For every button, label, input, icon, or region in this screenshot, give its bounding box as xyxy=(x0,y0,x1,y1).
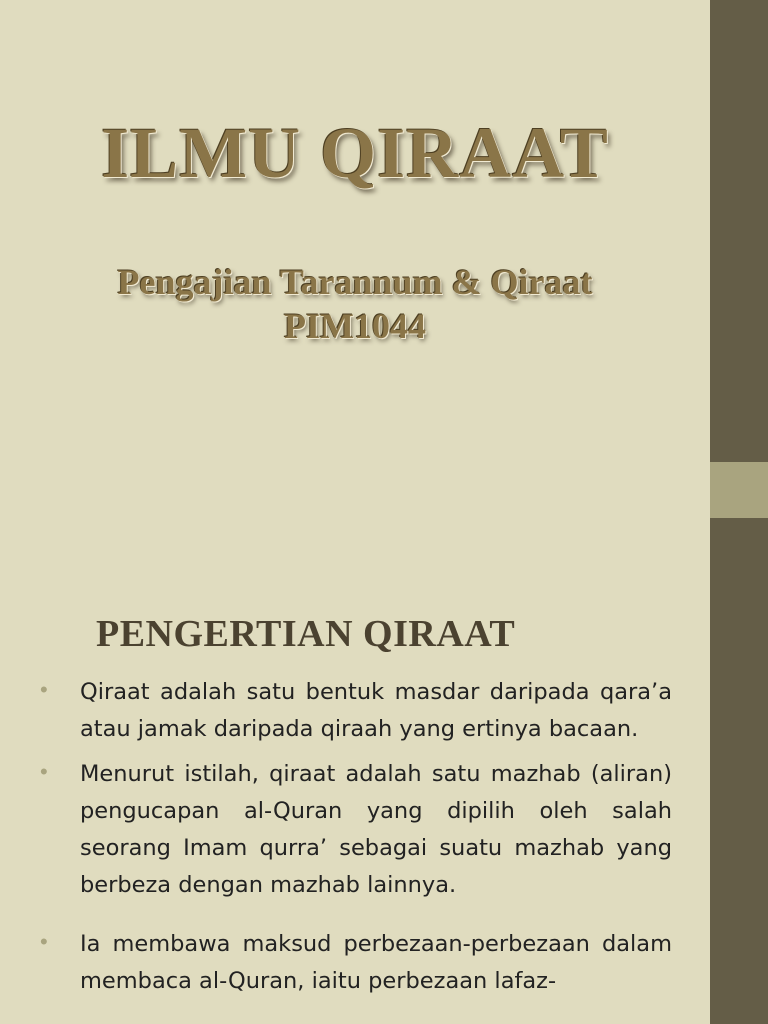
subtitle-course-code: PIM1044 xyxy=(284,306,426,346)
bullet-text: Qiraat adalah satu bentuk masdar daripada qara’a atau jamak daripada qiraah yang ertinya bacaan. xyxy=(80,679,672,742)
bullet-icon: • xyxy=(40,759,48,784)
bullet-text: Menurut istilah, qiraat adalah satu mazhab (aliran) pengucapan al-Quran yang dipilih oleh salah seorang Imam qurra’ sebagai suatu mazhab yang berbeza dengan mazhab lainnya. xyxy=(80,761,672,898)
side-bar-accent-block xyxy=(710,462,768,518)
list-item xyxy=(40,926,672,1000)
bullet-icon: • xyxy=(40,677,48,702)
section-heading: PENGERTIAN QIRAAT xyxy=(96,613,516,655)
bullet-icon: • xyxy=(40,929,48,954)
list-item xyxy=(40,674,672,748)
list-item xyxy=(40,756,672,904)
slide-subtitle xyxy=(0,260,710,348)
bullet-text: Ia membawa maksud perbezaan-perbezaan dalam membaca al-Quran, iaitu perbezaan lafaz- xyxy=(80,931,672,994)
subtitle-course-name: Pengajian Tarannum & Qiraat xyxy=(117,262,593,302)
slide-title: ILMU QIRAAT xyxy=(101,113,609,193)
definition-bullet-list xyxy=(40,674,672,1008)
